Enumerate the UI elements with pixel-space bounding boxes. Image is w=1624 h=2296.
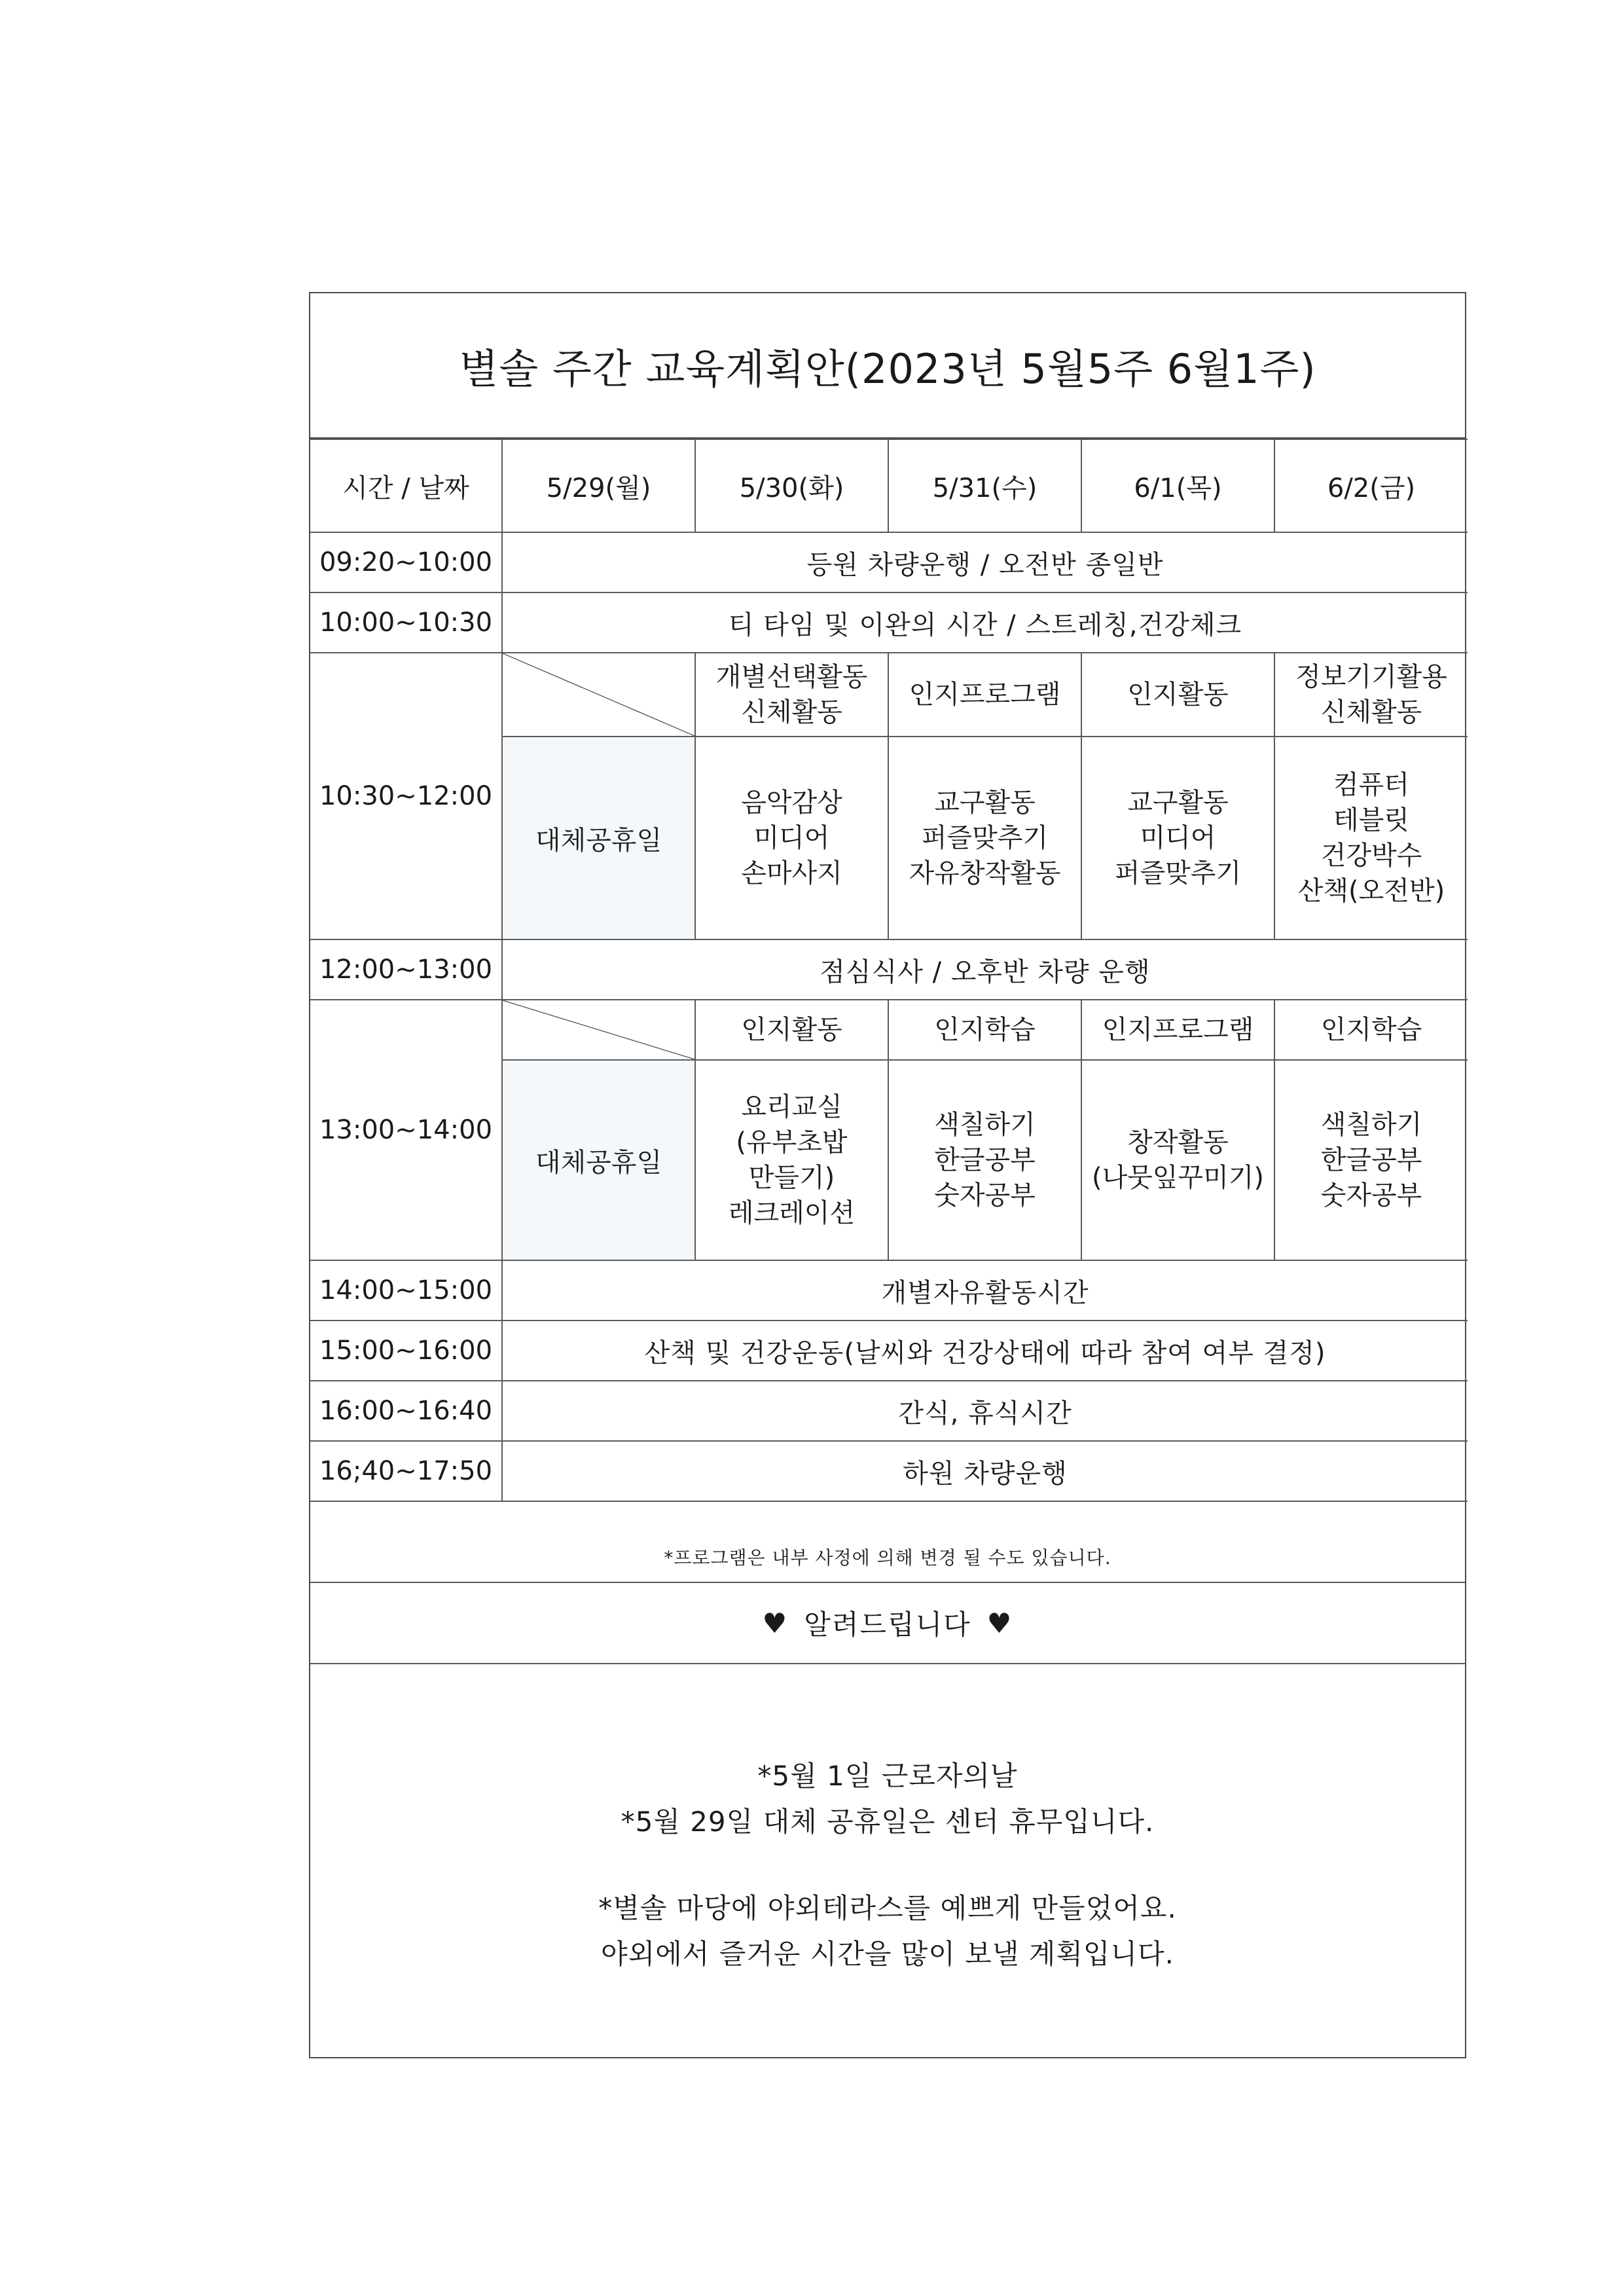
activity-detail-cell: 컴퓨터 테블릿 건강박수 산책(오전반): [1274, 737, 1468, 939]
header-day: 5/30(화): [695, 439, 888, 532]
time-cell: 10:00~10:30: [310, 592, 502, 653]
activity-detail-cell: 색칠하기 한글공부 숫자공부: [888, 1060, 1081, 1260]
program-cell: 정보기기활용 신체활동: [1274, 653, 1468, 737]
activity-cell: 등원 차량운행 / 오전반 종일반: [502, 532, 1468, 592]
page-title: 별솔 주간 교육계획안(2023년 5월5주 6월1주): [310, 293, 1465, 439]
diagonal-cell: [502, 653, 695, 737]
schedule-row: [310, 1381, 1468, 1441]
activity-cell: 개별자유활동시간: [502, 1260, 1468, 1321]
schedule-row: [310, 592, 1468, 653]
activity-cell: 하원 차량운행: [502, 1441, 1468, 1501]
activity-cell: 티 타임 및 이완의 시간 / 스트레칭,건강체크: [502, 592, 1468, 653]
activity-cell: 산책 및 건강운동(날씨와 건강상태에 따라 참여 여부 결정): [502, 1321, 1468, 1381]
schedule-row: [310, 1000, 1468, 1060]
header-day: 5/29(월): [502, 439, 695, 532]
header-day: 6/2(금): [1274, 439, 1468, 532]
time-cell: 13:00~14:00: [310, 1000, 502, 1260]
header-day: 6/1(목): [1081, 439, 1274, 532]
time-cell: 12:00~13:00: [310, 939, 502, 1000]
program-cell: 인지프로그램: [1081, 1000, 1274, 1060]
heart-icon: ♥: [762, 1607, 789, 1639]
activity-cell: 간식, 휴식시간: [502, 1381, 1468, 1441]
program-cell: 개별선택활동 신체활동: [695, 653, 888, 737]
schedule-table: [310, 439, 1468, 1502]
activity-detail-cell: 요리교실 (유부초밥 만들기) 레크레이션: [695, 1060, 888, 1260]
time-cell: 10:30~12:00: [310, 653, 502, 939]
activity-detail-cell: 교구활동 퍼즐맞추기 자유창작활동: [888, 737, 1081, 939]
time-cell: 16:00~16:40: [310, 1381, 502, 1441]
activity-detail-cell: 창작활동 (나뭇잎꾸미기): [1081, 1060, 1274, 1260]
schedule-row: [310, 532, 1468, 592]
notice-line: *5월 29일 대체 공휴일은 센터 휴무입니다.: [621, 1806, 1155, 1838]
activity-detail-cell: 음악감상 미디어 손마사지: [695, 737, 888, 939]
diagonal-cell: [502, 1000, 695, 1060]
schedule-row: [310, 1321, 1468, 1381]
program-cell: 인지학습: [1274, 1000, 1468, 1060]
program-cell: 인지활동: [1081, 653, 1274, 737]
diagonal-line: [503, 653, 695, 736]
heart-icon: ♥: [986, 1607, 1013, 1639]
program-cell: 인지활동: [695, 1000, 888, 1060]
notice-body: [310, 1753, 1465, 1977]
header-row: [310, 439, 1468, 532]
time-cell: 14:00~15:00: [310, 1260, 502, 1321]
notice-line: *별솔 마당에 야외테라스를 예쁘게 만들었어요.: [598, 1892, 1177, 1924]
footnote: *프로그램은 내부 사정에 의해 변경 될 수도 있습니다.: [310, 1532, 1465, 1583]
schedule-row: [310, 653, 1468, 737]
activity-cell: 점심식사 / 오후반 차량 운행: [502, 939, 1468, 1000]
schedule-row: [310, 939, 1468, 1000]
header-time-date: 시간 / 날짜: [310, 439, 502, 532]
schedule-row: [310, 1441, 1468, 1501]
schedule-row: [310, 1260, 1468, 1321]
activity-detail-cell: 교구활동 미디어 퍼즐맞추기: [1081, 737, 1274, 939]
activity-detail-cell: 색칠하기 한글공부 숫자공부: [1274, 1060, 1468, 1260]
program-cell: 인지학습: [888, 1000, 1081, 1060]
notice-heading-text: 알려드립니다: [804, 1609, 971, 1641]
notice-heading: [310, 1583, 1465, 1664]
header-day: 5/31(수): [888, 439, 1081, 532]
time-cell: 15:00~16:00: [310, 1321, 502, 1381]
notice-line: *5월 1일 근로자의날: [757, 1760, 1018, 1792]
holiday-cell: 대체공휴일: [502, 1060, 695, 1260]
program-cell: 인지프로그램: [888, 653, 1081, 737]
holiday-cell: 대체공휴일: [502, 737, 695, 939]
notice-line: 야외에서 즐거운 시간을 많이 보낼 계획입니다.: [601, 1938, 1174, 1970]
diagonal-line: [503, 1000, 695, 1059]
time-cell: 16;40~17:50: [310, 1441, 502, 1501]
schedule-document: [309, 292, 1466, 2058]
time-cell: 09:20~10:00: [310, 532, 502, 592]
